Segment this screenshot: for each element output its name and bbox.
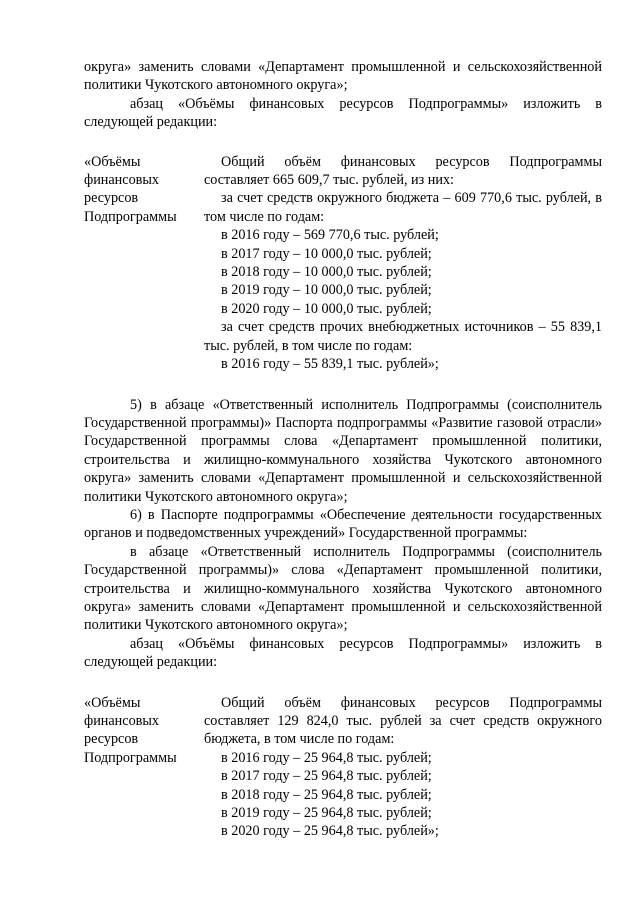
- financing-table-1-body: [204, 153, 602, 374]
- financing-extrabudget: за счет средств прочих внебюджетных источников – 55 839,1 тыс. рублей, в том числе по годам:: [204, 319, 602, 354]
- financing-year-line: в 2018 году – 25 964,8 тыс. рублей;: [221, 786, 432, 803]
- financing-table-2-label: «Объёмы финансовых ресурсов Подпрограммы: [84, 694, 177, 766]
- financing-year-line: в 2016 году – 25 964,8 тыс. рублей;: [221, 749, 432, 766]
- paragraph-item-6-responsible: в абзаце «Ответственный исполнитель Подпрограммы (соисполнитель Государственной программы)» слова «Департамент промышленной политики, строительства и жилищно-коммунального хозяйства Чукотского автономного округа» заменить словами «Департамент промышленной и сельскохозяйственной политики Чукотского автономного округа»;: [84, 543, 602, 634]
- financing-table-1-label: «Объёмы финансовых ресурсов Подпрограммы: [84, 153, 177, 225]
- spacer: [84, 672, 602, 694]
- financing-year-line: в 2017 году – 10 000,0 тыс. рублей;: [221, 245, 432, 262]
- financing-year-line: в 2019 году – 25 964,8 тыс. рублей;: [221, 805, 432, 822]
- financing-year-line: в 2020 году – 25 964,8 тыс. рублей»;: [221, 823, 439, 840]
- financing-year-line: в 2018 году – 10 000,0 тыс. рублей;: [221, 264, 432, 281]
- financing-total: Общий объём финансовых ресурсов Подпрограммы составляет 129 824,0 тыс. рублей за счет средств окружного бюджета, в том числе по годам:: [204, 694, 602, 748]
- document-page: [84, 58, 602, 841]
- paragraph-amend-volumes-2: абзац «Объёмы финансовых ресурсов Подпрограммы» изложить в следующей редакции:: [84, 635, 602, 671]
- paragraph-amend-volumes-1: абзац «Объёмы финансовых ресурсов Подпрограммы» изложить в следующей редакции:: [84, 95, 602, 131]
- financing-total: Общий объём финансовых ресурсов Подпрограммы составляет 665 609,7 тыс. рублей, из них:: [204, 153, 602, 189]
- spacer: [84, 374, 602, 396]
- financing-table-2: [84, 694, 602, 841]
- paragraph-item-6: 6) в Паспорте подпрограммы «Обеспечение деятельности государственных органов и подведомственных учреждений» Государственной программы:: [84, 506, 602, 542]
- financing-district-budget: за счет средств окружного бюджета – 609 770,6 тыс. рублей, в том числе по годам:: [204, 190, 602, 225]
- financing-year-line: в 2020 году – 10 000,0 тыс. рублей;: [221, 300, 432, 317]
- financing-year-line: в 2016 году – 55 839,1 тыс. рублей»;: [221, 356, 439, 373]
- financing-table-2-body: [204, 694, 602, 841]
- financing-year-line: в 2017 году – 25 964,8 тыс. рублей;: [221, 768, 432, 785]
- paragraph-item-5: 5) в абзаце «Ответственный исполнитель Подпрограммы (соисполнитель Государственной программы)» Паспорта подпрограммы «Развитие газовой отрасли» Государственной программы слова «Департамент промышленной политики, строительства и жилищно-коммунального хозяйства Чукотского автономного округа» заменить словами «Департамент промышленной и сельскохозяйственной политики Чукотского автономного округа»;: [84, 396, 602, 505]
- financing-year-line: в 2019 году – 10 000,0 тыс. рублей;: [221, 282, 432, 299]
- financing-table-1: [84, 153, 602, 374]
- paragraph-continuation: округа» заменить словами «Департамент промышленной и сельскохозяйственной политики Чукотского автономного округа»;: [84, 59, 602, 94]
- financing-year-line: в 2016 году – 569 770,6 тыс. рублей;: [221, 227, 439, 244]
- spacer: [84, 132, 602, 153]
